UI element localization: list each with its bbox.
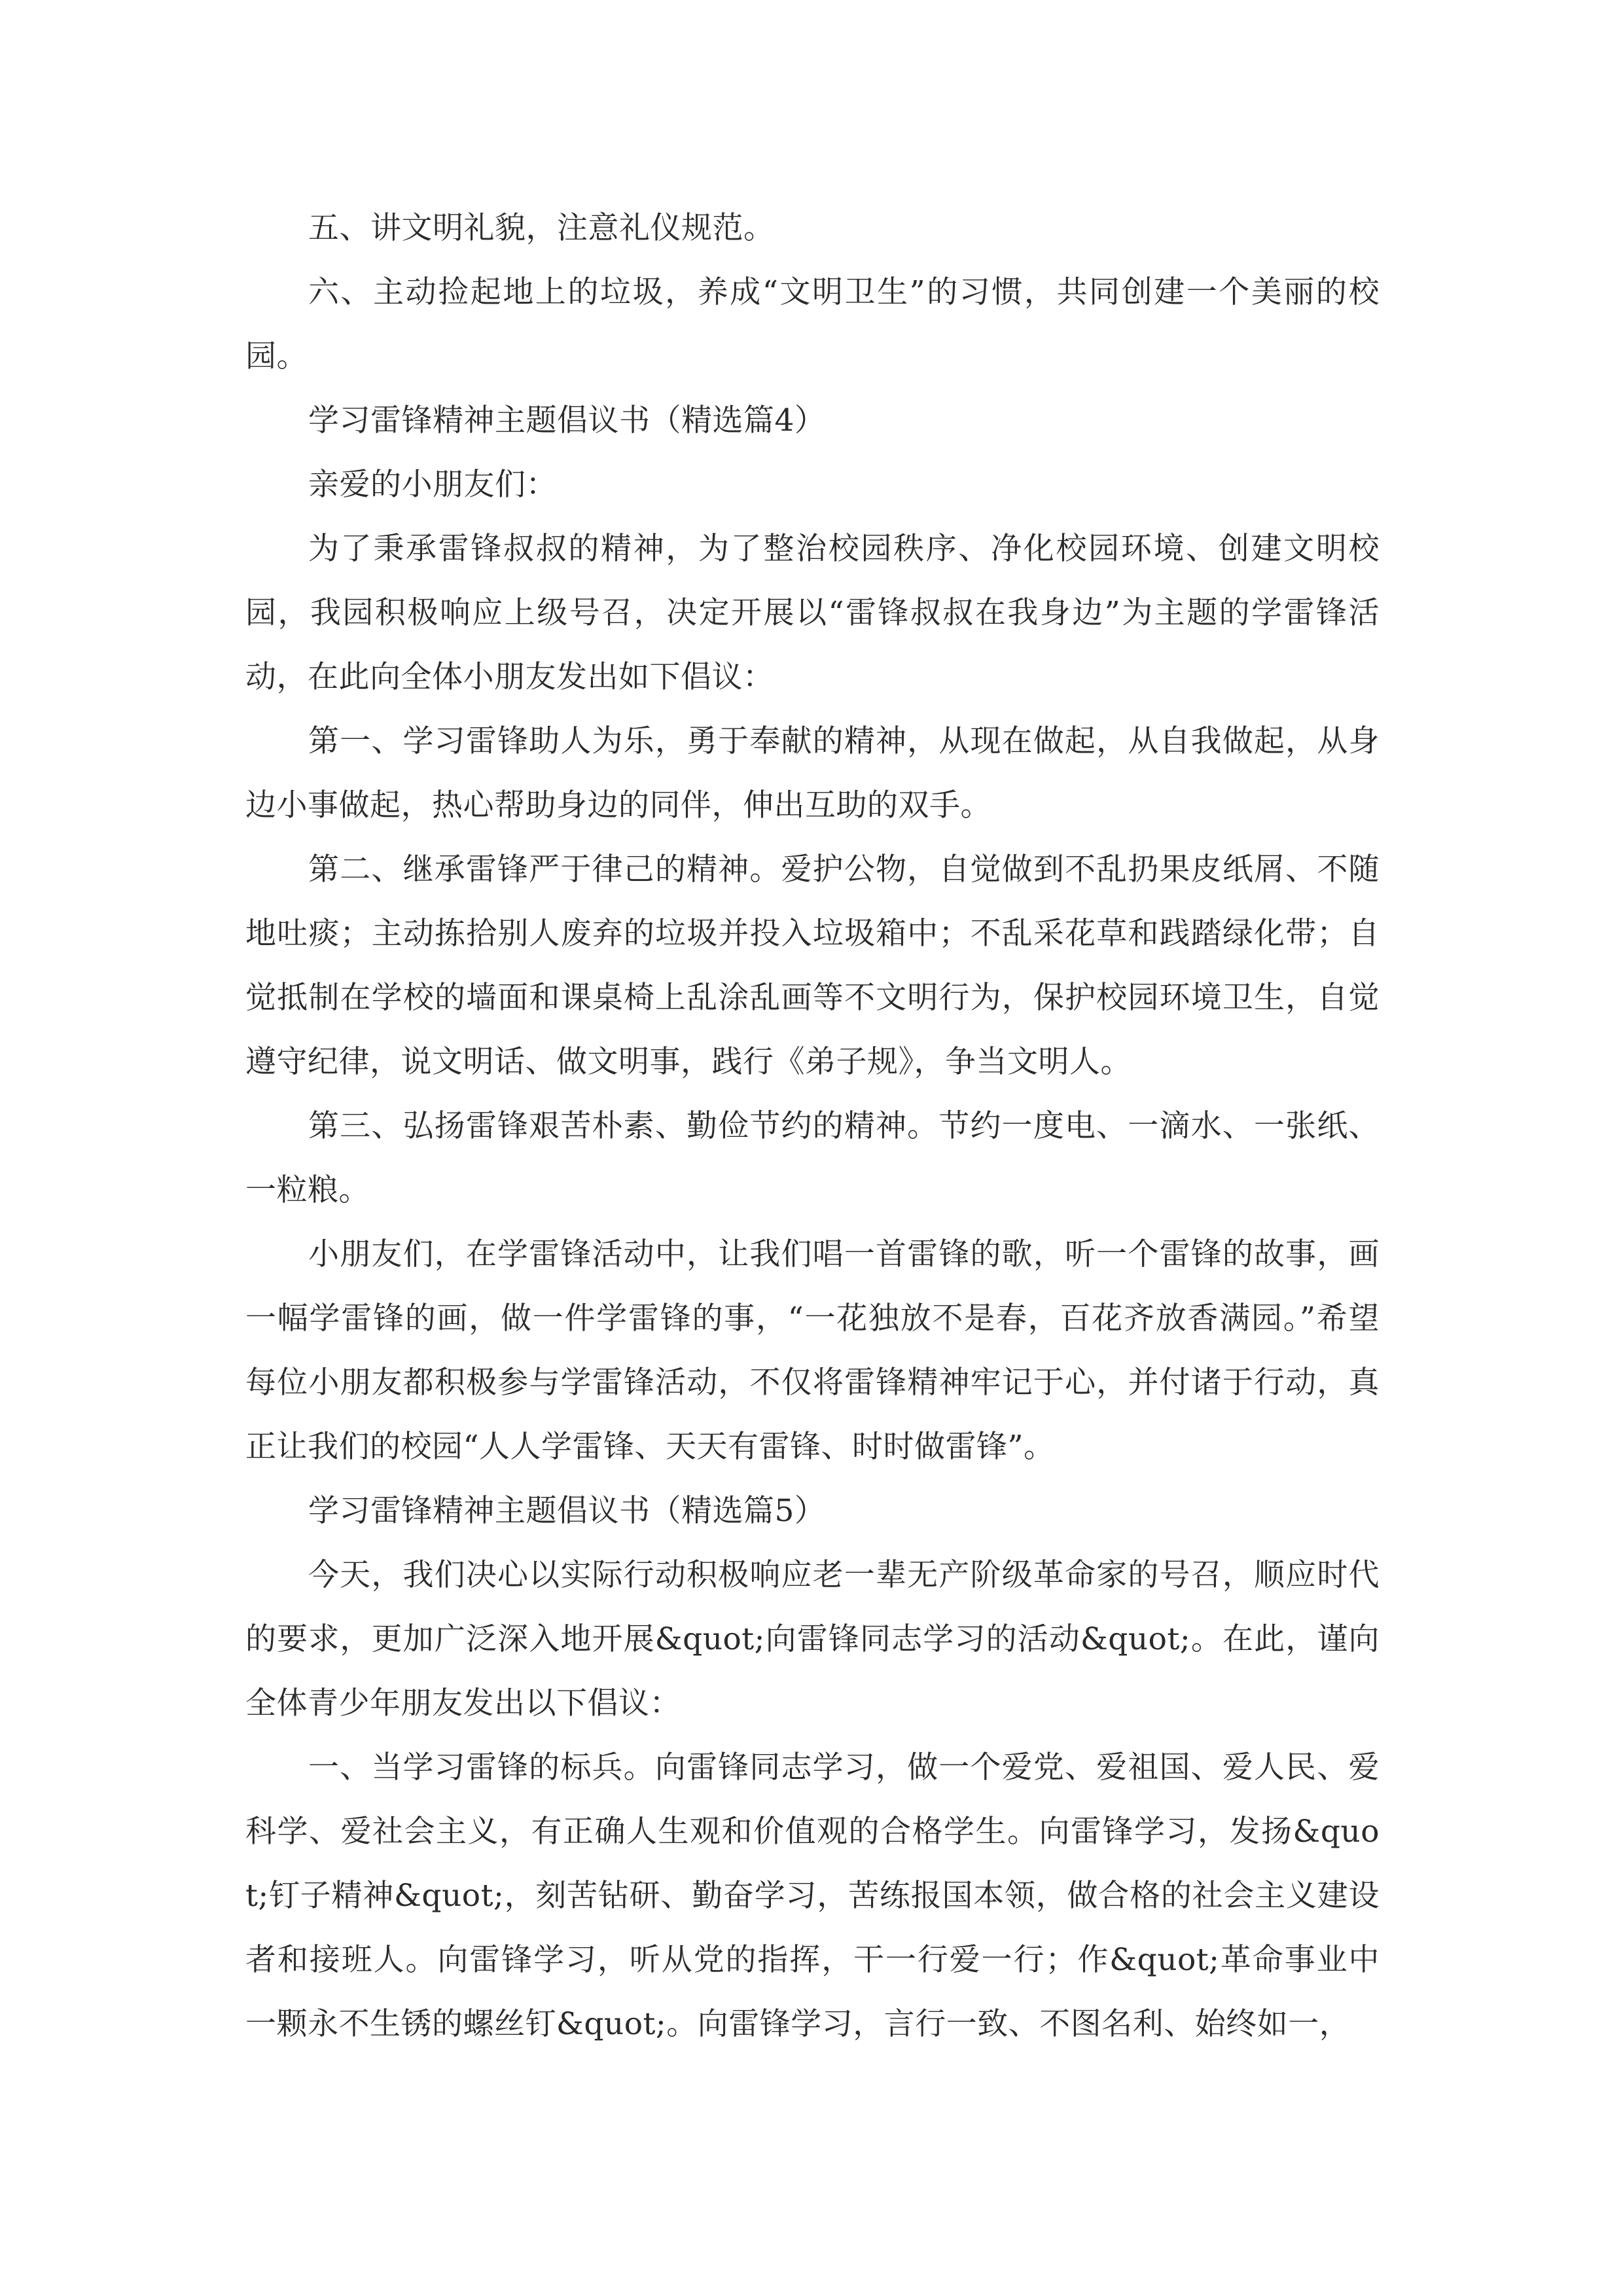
section-heading: 学习雷锋精神主题倡议书（精选篇4） [308,403,826,439]
paragraph: 第二、继承雷锋严于律己的精神。爱护公物，自觉做到不乱扔果皮纸屑、不随地吐痰；主动拣拾别人废弃的垃圾并投入垃圾箱中；不乱采花草和践踏绿化带；自觉抵制在学校的墙面和课桌椅上乱涂乱画等不文明行为，保护校园环境卫生，自觉遵守纪律，说文明话、做文明事，践行《弟子规》，争当文明人。 [245,852,1380,1080]
paragraph: 小朋友们，在学雷锋活动中，让我们唱一首雷锋的歌，听一个雷锋的故事，画一幅学雷锋的画，做一件学雷锋的事，“一花独放不是春，百花齐放香满园。”希望每位小朋友都积极参与学雷锋活动，不仅将雷锋精神牢记于心，并付诸于行动，真正让我们的校园“人人学雷锋、天天有雷锋、时时做雷锋”。 [245,1236,1380,1465]
paragraph: 五、讲文明礼貌，注意礼仪规范。 [308,210,775,246]
paragraph: 一、当学习雷锋的标兵。向雷锋同志学习，做一个爱党、爱祖国、爱人民、爱科学、爱社会主义，有正确人生观和价值观的合格学生。向雷锋学习，发扬&quot;钉子精神&quot;，刻苦钻研、勤奋学习，苦练报国本领，做合格的社会主义建设者和接班人。向雷锋学习，听从党的指挥，干一行爱一行；作&quot;革命事业中一颗永不生锈的螺丝钉&quot;。向雷锋学习，言行一致、不图名利、始终如一， [245,1749,1380,2042]
salutation: 亲爱的小朋友们： [308,467,557,503]
section-heading: 学习雷锋精神主题倡议书（精选篇5） [308,1493,826,1529]
paragraph: 第三、弘扬雷锋艰苦朴素、勤俭节约的精神。节约一度电、一滴水、一张纸、一粒粮。 [245,1108,1380,1208]
paragraph: 今天，我们决心以实际行动积极响应老一辈无产阶级革命家的号召，顺应时代的要求，更加广泛深入地开展&quot;向雷锋同志学习的活动&quot;。在此，谨向全体青少年朋友发出以下倡议： [245,1557,1380,1721]
paragraph: 第一、学习雷锋助人为乐，勇于奉献的精神，从现在做起，从自我做起，从身边小事做起，热心帮助身边的同伴，伸出互助的双手。 [245,723,1380,823]
paragraph: 为了秉承雷锋叔叔的精神，为了整治校园秩序、净化校园环境、创建文明校园，我园积极响应上级号召，决定开展以“雷锋叔叔在我身边”为主题的学雷锋活动，在此向全体小朋友发出如下倡议： [245,531,1380,695]
paragraph: 六、主动捡起地上的垃圾，养成“文明卫生”的习惯，共同创建一个美丽的校园。 [245,274,1380,374]
